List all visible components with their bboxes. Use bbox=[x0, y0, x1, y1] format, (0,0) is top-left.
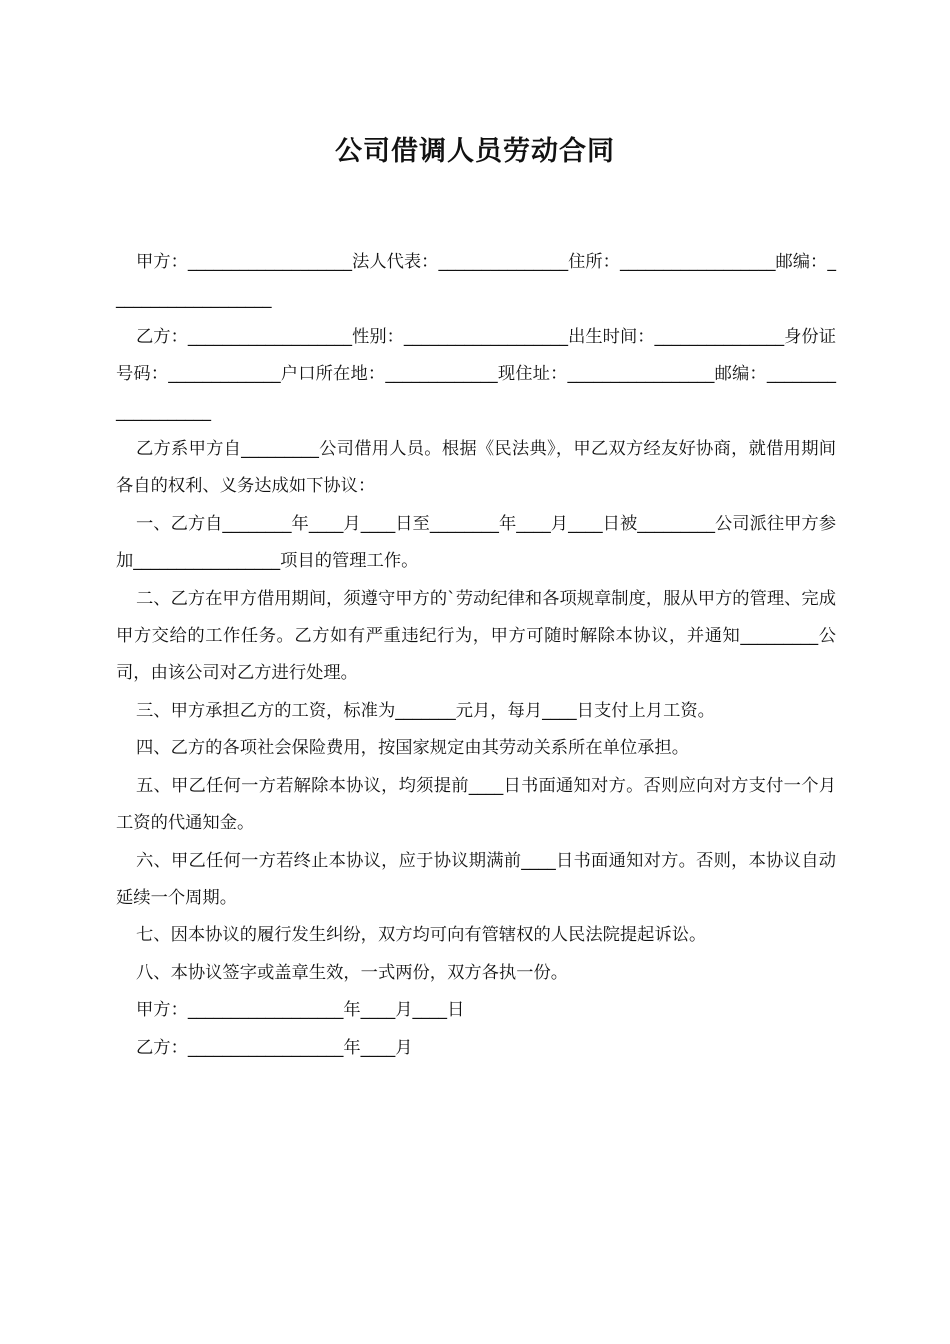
preamble: 乙方系甲方自_________公司借用人员。根据《民法典》，甲乙双方经友好协商，就借用期间各自的权利、义务达成如下协议： bbox=[116, 439, 836, 497]
clause-3: 三、甲方承担乙方的工资，标准为_______元月，每月____日支付上月工资。 bbox=[136, 700, 715, 721]
clause-4: 四、乙方的各项社会保险费用，按国家规定由其劳动关系所在单位承担。 bbox=[136, 738, 690, 759]
clause-1: 一、乙方自________年____月____日至________年____月____日被_________公司派往甲方参加_________________项目的管理工作。 bbox=[116, 513, 836, 572]
party-b-info: 乙方：___________________性别：___________________出生时间：_______________身份证号码：_____________户口所在地：_____________现住址：_________________邮编：___________________ bbox=[116, 326, 836, 422]
clause-7: 七、因本协议的履行发生纠纷，双方均可向有管辖权的人民法院提起诉讼。 bbox=[136, 925, 707, 946]
party-a-info: 甲方：___________________法人代表：_______________住所：__________________邮编：___________________ bbox=[116, 252, 836, 310]
document-body bbox=[116, 244, 836, 1067]
clause-2: 二、乙方在甲方借用期间，须遵守甲方的`劳动纪律和各项规章制度，服从甲方的管理、完成甲方交给的工作任务。乙方如有严重违纪行为，甲方可随时解除本协议，并通知_________公司，由该公司对乙方进行处理。 bbox=[116, 588, 836, 684]
clause-6: 六、甲乙任何一方若终止本协议，应于协议期满前____日书面通知对方。否则，本协议自动延续一个周期。 bbox=[116, 850, 836, 908]
signature-party-a: 甲方：__________________年____月____日 bbox=[136, 1000, 465, 1021]
signature-party-b: 乙方：__________________年____月 bbox=[136, 1037, 413, 1058]
document-title: 公司借调人员劳动合同 bbox=[335, 136, 615, 167]
clause-5: 五、甲乙任何一方若解除本协议，均须提前____日书面通知对方。否则应向对方支付一个月工资的代通知金。 bbox=[116, 775, 836, 834]
clause-8: 八、本协议签字或盖章生效，一式两份，双方各执一份。 bbox=[136, 962, 569, 983]
